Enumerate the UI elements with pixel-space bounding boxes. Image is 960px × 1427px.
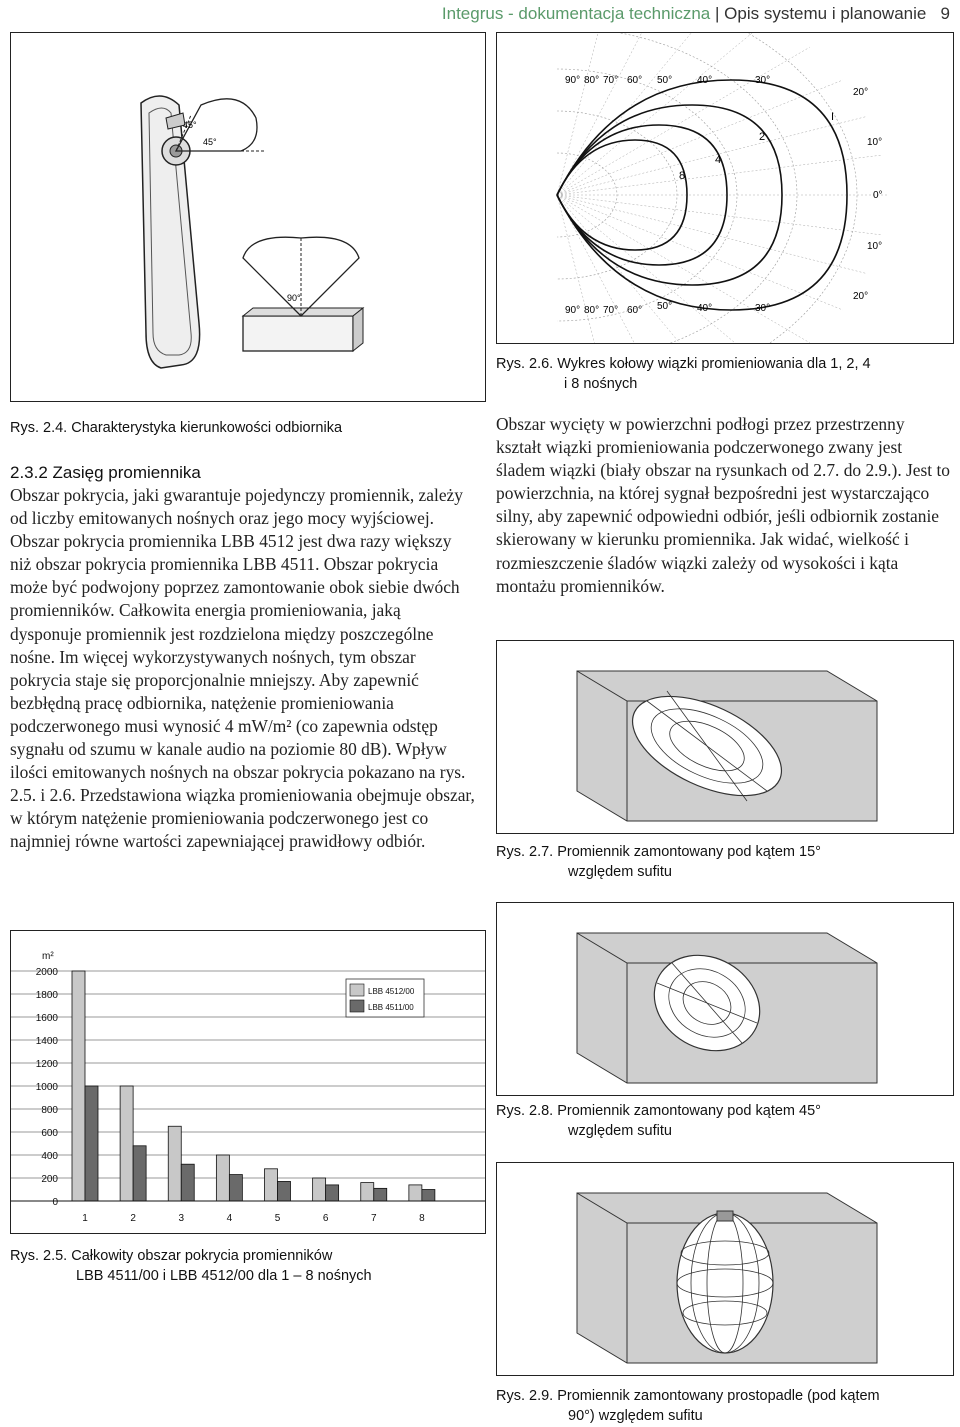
right-angle-label: 20°: [853, 291, 869, 302]
bar-lbb4511-8: [422, 1190, 435, 1202]
bar-lbb4511-2: [133, 1146, 146, 1201]
x-tick-label: 8: [419, 1213, 425, 1224]
bar-lbb4512-2: [120, 1086, 133, 1201]
caption-fig-2-9-line2: 90°) względem sufitu: [568, 1408, 703, 1424]
top-angle-label: 70°: [603, 75, 619, 86]
bar-lbb4512-4: [216, 1155, 229, 1201]
x-tick-label: 1: [82, 1213, 88, 1224]
caption-fig-2-7-line2: względem sufitu: [568, 864, 672, 880]
legend-label: LBB 4511/00: [368, 1003, 414, 1012]
curve-label-1: I: [831, 111, 835, 123]
bottom-angle-labels: [565, 301, 770, 316]
bottom-angle-label: 30°: [755, 303, 771, 314]
curve-label-2: 2: [759, 131, 766, 143]
y-tick-label: 2000: [35, 967, 58, 978]
right-angle-label: 10°: [867, 241, 883, 252]
top-angle-label: 60°: [627, 75, 643, 86]
bar-lbb4512-8: [409, 1185, 422, 1201]
caption-fig-2-5-line2: LBB 4511/00 i LBB 4512/00 dla 1 – 8 nośnych: [76, 1268, 372, 1284]
mount-90deg-drawing: [497, 1163, 953, 1375]
figure-mount-45deg: [496, 902, 954, 1096]
legend-swatch: [350, 984, 364, 996]
x-tick-label: 3: [178, 1213, 185, 1224]
legend-label: LBB 4512/00: [368, 987, 415, 996]
header-page-number: 9: [940, 4, 950, 23]
section-left-column: [10, 461, 476, 854]
angle-label-a: 45°: [183, 120, 197, 130]
caption-fig-2-8-line1: Rys. 2.8. Promiennik zamontowany pod kątem 45°: [496, 1103, 821, 1119]
curve-label-4: 4: [715, 154, 722, 166]
curve-label-8: 8: [679, 170, 686, 182]
polar-diagram: [497, 33, 953, 343]
x-tick-label: 6: [322, 1213, 329, 1224]
header-section: Opis systemu i planowanie: [724, 4, 927, 23]
mount-15deg-drawing: [497, 641, 953, 833]
y-tick-label: 0: [52, 1197, 58, 1208]
figure-mount-90deg: [496, 1162, 954, 1376]
bar-lbb4511-4: [229, 1175, 242, 1201]
y-tick-label: 1800: [35, 990, 58, 1001]
y-tick-label: 600: [41, 1128, 58, 1139]
top-angle-label: 30°: [755, 75, 771, 86]
polar-grid-spoke: [557, 33, 673, 195]
caption-fig-2-9: [496, 1386, 880, 1426]
top-angle-label: 40°: [697, 75, 713, 86]
bar-lbb4512-6: [313, 1178, 326, 1201]
polar-grid-spoke: [557, 195, 810, 343]
y-tick-label: 400: [41, 1151, 58, 1162]
receiver-drawing: [11, 33, 485, 401]
figure-polar-diagram: [496, 32, 954, 344]
coverage-bar-chart: [11, 931, 485, 1233]
caption-fig-2-7-line1: Rys. 2.7. Promiennik zamontowany pod kątem 15°: [496, 844, 821, 860]
x-tick-label: 4: [226, 1213, 233, 1224]
caption-fig-2-6: [496, 354, 871, 394]
caption-fig-2-6-line1: Rys. 2.6. Wykres kołowy wiązki promieniowania dla 1, 2, 4: [496, 356, 871, 372]
polar-grid-spoke: [557, 195, 722, 343]
bar-lbb4512-1: [72, 971, 85, 1201]
legend-swatch: [350, 1000, 364, 1012]
bottom-angle-label: 80°: [584, 305, 600, 316]
x-tick-label: 5: [274, 1213, 281, 1224]
bottom-angle-label: 40°: [697, 303, 713, 314]
bar-lbb4511-3: [181, 1164, 194, 1201]
x-tick-label: 2: [130, 1213, 136, 1224]
right-angle-label: 0°: [873, 190, 883, 201]
bar-lbb4512-5: [265, 1169, 278, 1201]
y-tick-label: 1000: [35, 1082, 58, 1093]
figure-mount-15deg: [496, 640, 954, 834]
caption-fig-2-7: [496, 842, 821, 882]
caption-fig-2-8: [496, 1101, 821, 1141]
x-tick-label: 7: [370, 1213, 377, 1224]
bar-lbb4512-3: [168, 1126, 181, 1201]
section-body-left: Obszar pokrycia, jaki gwarantuje pojedynczy promiennik, zależy od liczby emitowanych nośnych oraz jego mocy wyjściowej. Obszar pokrycia promiennika LBB 4512 jest dwa razy większy niż obszar pokrycia promiennika LBB 4511. Obszar pokrycia może być podwojony poprzez zamontowanie obok siebie dwóch promienników. Całkowita energia promieniowania, jaką dysponuje promiennik jest rozdzielona między poszczególne nośne. Im więcej wykorzystywanych nośnych, tym obszar pokrycia staje się proporcjonalnie mniejszy. Aby zapewnić bezbłędną pracę odbiornika, natężenie promieniowania podczerwonego musi wynosić 4 mW/m² (co zapewnia odstęp sygnału od szumu w kanale audio na poziomie 80 dB). Wpływ ilości emitowanych nośnych na obszar pokrycia pokazano na rys. 2.5. i 2.6. Przedstawiona wiązka promieniowania obejmuje obszar, w którym natężenie promieniowania podczerwonego jest co najmniej równe wartości zapewniającej prawidłowy odbiór.: [10, 485, 475, 852]
polar-grid-spoke: [557, 195, 614, 343]
polar-grid-spoke: [557, 195, 867, 274]
bottom-angle-label: 70°: [603, 305, 619, 316]
figure-coverage-bar-chart: [10, 930, 486, 1234]
top-angle-label: 50°: [657, 75, 673, 86]
right-angle-label: 20°: [853, 87, 869, 98]
bottom-angle-label: 60°: [627, 305, 643, 316]
bar-lbb4511-1: [85, 1086, 98, 1201]
bottom-angle-label: 90°: [565, 305, 581, 316]
caption-fig-2-4: Rys. 2.4. Charakterystyka kierunkowości odbiornika: [10, 420, 343, 436]
top-angle-label: 80°: [584, 75, 600, 86]
y-tick-label: 1600: [35, 1013, 58, 1024]
header-doc-title: Integrus - dokumentacja techniczna: [441, 4, 711, 23]
figure-receiver-directivity: [10, 32, 486, 402]
section-heading: 2.3.2 Zasięg promiennika: [10, 463, 201, 482]
y-tick-label: 1400: [35, 1036, 58, 1047]
y-tick-label: 800: [41, 1105, 58, 1116]
bar-lbb4512-7: [361, 1183, 374, 1201]
header-separator: |: [710, 4, 725, 23]
y-axis-unit: m²: [42, 951, 54, 962]
bottom-angle-label: 50°: [657, 301, 673, 312]
right-angle-label: 10°: [867, 137, 883, 148]
right-angle-labels: [853, 87, 883, 302]
bar-lbb4511-6: [326, 1185, 339, 1201]
polar-grid-spoke: [557, 195, 882, 235]
section-body-right: Obszar wycięty w powierzchni podłogi przez przestrzenny kształt wiązki promieniowania podczerwonego zwany jest śladem wiązki (biały obszar na rysunkach od 2.7. do 2.9.). Jest to powierzchnia, na której sygnał bezpośredni jest wystarczająco silny, aby zapewnić odpowiedni odbiór, jeśli odbiornik zostanie skierowany w kierunku promiennika. Jak widać, wielkość i rozmieszczenie śladów wiązki zależy od wysokości i kąta montażu promienników.: [496, 414, 950, 596]
curve-labels: [679, 111, 834, 182]
caption-fig-2-8-line2: względem sufitu: [568, 1123, 672, 1139]
top-angle-label: 90°: [565, 75, 581, 86]
caption-fig-2-5: [10, 1246, 372, 1286]
angle-label-c: 90°: [287, 293, 301, 303]
polar-grid-spoke: [557, 116, 867, 195]
bar-lbb4511-5: [278, 1181, 291, 1201]
bar-lbb4511-7: [374, 1188, 387, 1201]
page-header: [442, 4, 950, 24]
y-tick-label: 200: [41, 1174, 58, 1185]
caption-fig-2-9-line1: Rys. 2.9. Promiennik zamontowany prostopadle (pod kątem: [496, 1388, 880, 1404]
caption-fig-2-5-line1: Rys. 2.5. Całkowity obszar pokrycia promienników: [10, 1248, 333, 1264]
caption-fig-2-6-line2: i 8 nośnych: [564, 376, 638, 392]
angle-label-b: 45°: [203, 137, 217, 147]
y-tick-label: 1200: [35, 1059, 58, 1070]
mount-45deg-drawing: [497, 903, 953, 1095]
